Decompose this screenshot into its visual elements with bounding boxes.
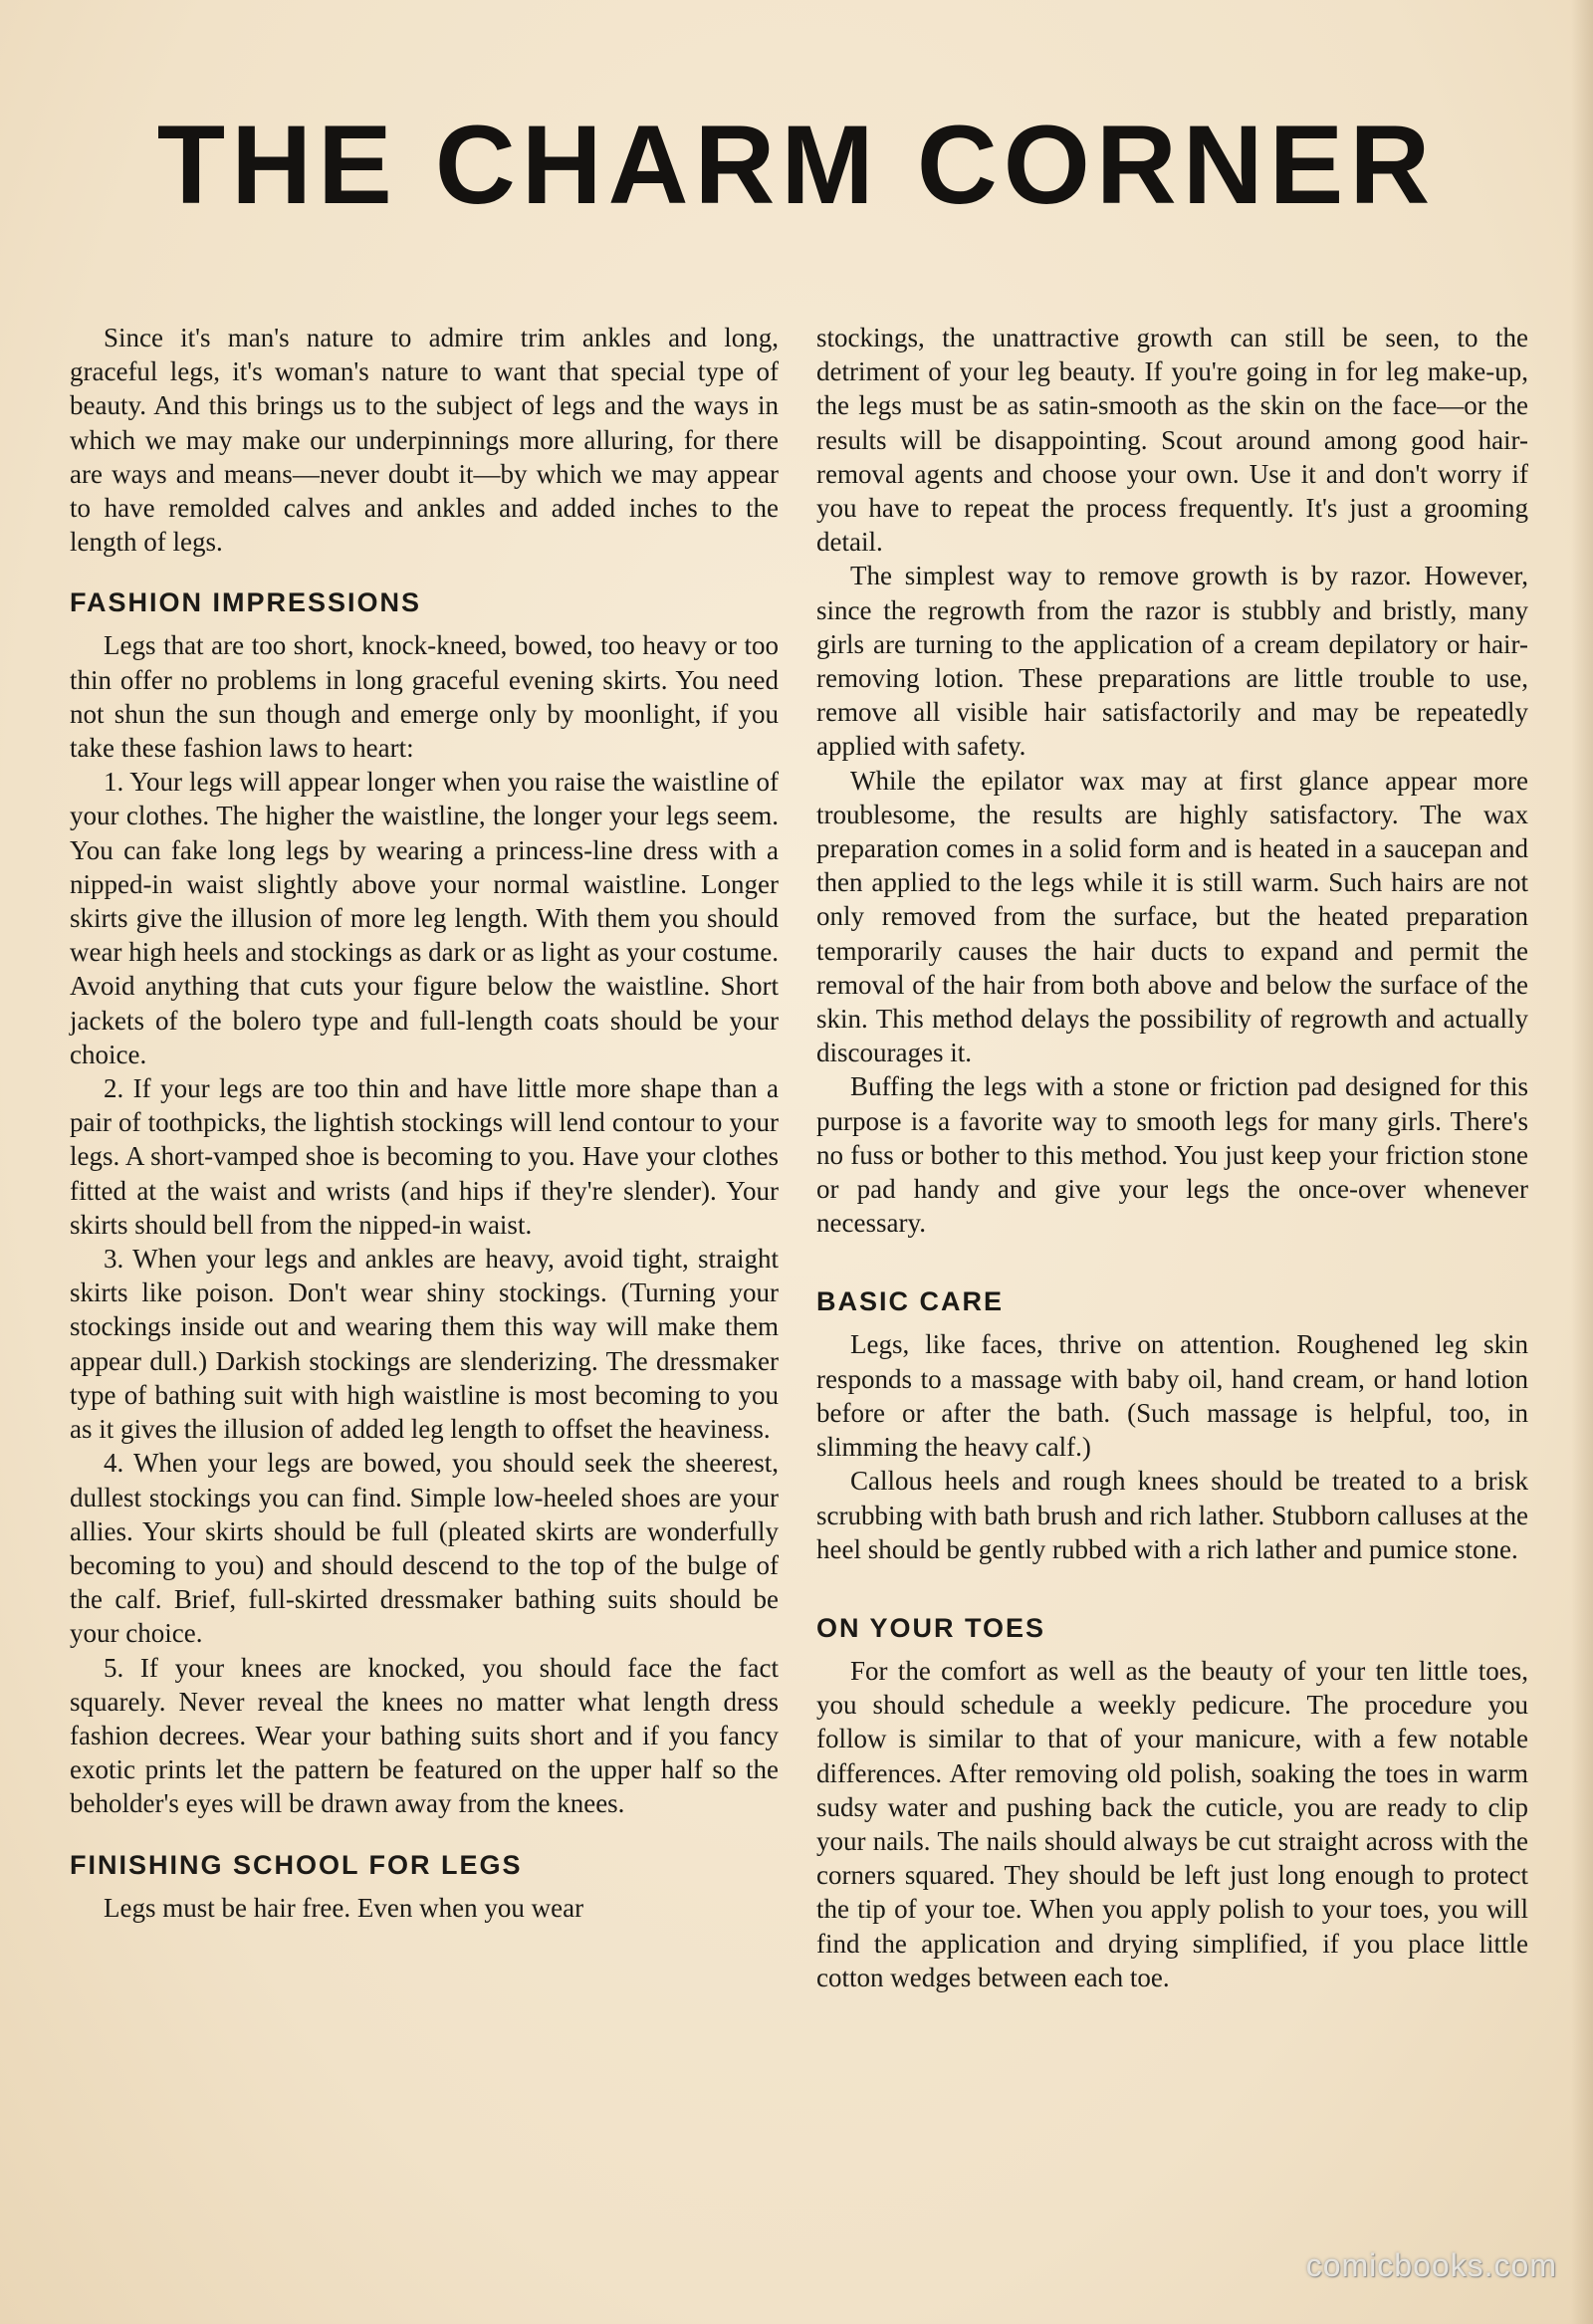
finishing-paragraph-buffing: Buffing the legs with a stone or friction pad designed for this purpose is a favorite way to smooth legs for many girls. There's no fuss or bother to this method. You just keep your friction stone or pad handy and give your legs the once-over whenever necessary. (816, 1071, 1528, 1239)
page-edge-shadow (1571, 0, 1593, 2324)
watermark: comicbooks.com (1305, 2247, 1557, 2283)
fashion-tip-2: 2. If your legs are too thin and have little more shape than a pair of toothpicks, the lightish stockings will lend contour to your legs. A short-vamped shoe is becoming to you. Have your clothes fitted at the waist and wrists (and hips if they're slender). Your skirts should bell from the nipped-in waist. (70, 1073, 779, 1240)
page-title: THE CHARM CORNER (156, 103, 1437, 227)
basic-care-heading: BASIC CARE (816, 1286, 1005, 1317)
fashion-tip-1: 1. Your legs will appear longer when you raise the waistline of your clothes. The higher the waistline, the longer your legs seem. You can fake long legs by wearing a princess-line dress with a nipped-in waist slightly above your normal waistline. Longer skirts give the illusion of more leg length. With them you should wear high heels and stockings as dark or as light as your costume. Avoid anything that cuts your figure below the waistline. Short jackets of the bolero type and full-length coats should be your choice. (70, 767, 779, 1069)
toes-paragraph: For the comfort as well as the beauty of your ten little toes, you should schedule a weekly pedicure. The procedure you follow is similar to that of your manicure, with a few notable differences. After removing old polish, soaking the toes in warm sudsy water and pushing back the cuticle, you are ready to clip your nails. The nails should always be cut straight across with the corners squared. They should be left just long enough to protect the tip of your toe. When you apply polish to your toes, you will find the application and drying simplified, if you place little cotton wedges between each toe. (816, 1655, 1528, 1992)
finishing-paragraph-continuation: stockings, the unattractive growth can still be seen, to the detriment of your leg beauty. If you're going in for leg make-up, the legs must be as satin-smooth as the skin on the face—or the results will be disappointing. Scout around among good hair-removal agents and choose your own. Use it and don't worry if you have to repeat the process frequently. It's just a grooming detail. (816, 323, 1528, 558)
fashion-tip-5: 5. If your knees are knocked, you should face the fact squarely. Never reveal the knees no matter what length dress fashion decrees. Wear your bathing suits short and if you fancy exotic prints let the pattern be featured on the upper half so the beholder's eyes will be drawn away from the knees. (70, 1652, 779, 1819)
basic-care-paragraph-2: Callous heels and rough knees should be treated to a brisk scrubbing with bath brush and rich lather. Stubborn calluses at the heel should be gently rubbed with a rich lather and pumice stone. (816, 1466, 1528, 1564)
on-your-toes-heading: ON YOUR TOES (816, 1612, 1046, 1643)
fashion-tip-3: 3. When your legs and ankles are heavy, avoid tight, straight skirts like poison. Don't wear shiny stockings. (Turning your stockings inside out and wearing them this way will make them appear dull.) Darkish stockings are slenderizing. The dressmaker type of bathing suit with high waistline is most becoming to you as it gives the illusion of added leg length to offset the heaviness. (70, 1244, 779, 1445)
left-column (70, 321, 779, 1925)
finishing-paragraph-start: Legs must be hair free. Even when you wear (104, 1892, 584, 1923)
finishing-paragraph-wax: While the epilator wax may at first glance appear more troublesome, the results are highly satisfactory. The wax preparation comes in a solid form and is heated in a saucepan and then applied to the legs while it is still warm. Such hairs are not only removed from the surface, but the heated preparation temporarily causes the hair ducts to expand and permit the removal of the hair from both above and below the surface of the skin. This method delays the possibility of regrowth and actually discourages it. (816, 765, 1528, 1068)
fashion-paragraph: Legs that are too short, knock-kneed, bowed, too heavy or too thin offer no problems in long graceful evening skirts. You need not shun the sun though and emerge only by moonlight, if you take these fashion laws to heart: (70, 630, 779, 764)
finishing-school-heading: FINISHING SCHOOL FOR LEGS (70, 1849, 523, 1880)
finishing-paragraph-razor: The simplest way to remove growth is by razor. However, since the regrowth from the razor is stubbly and bristly, many girls are turning to the application of a cream depilatory or hair-removing lotion. These preparations are little trouble to use, remove all visible hair satisfactorily and may be repeatedly applied with safety. (816, 561, 1528, 762)
intro-paragraph: Since it's man's nature to admire trim ankles and long, graceful legs, it's woman's nature to want that special type of beauty. And this brings us to the subject of legs and the ways in which we may make our underpinnings more alluring, for there are ways and means—never doubt it—by which we may appear to have remolded calves and ankles and added inches to the length of legs. (70, 323, 779, 558)
basic-care-paragraph-1: Legs, like faces, thrive on attention. Roughened leg skin responds to a massage with baby oil, hand cream, or hand lotion before or after the bath. (Such massage is helpful, too, in slimming the heavy calf.) (816, 1329, 1528, 1463)
fashion-impressions-heading: FASHION IMPRESSIONS (70, 587, 422, 618)
right-column (816, 321, 1528, 1994)
fashion-tip-4: 4. When your legs are bowed, you should seek the sheerest, dullest stockings you can find. Simple low-heeled shoes are your allies. Your skirts should be full (pleated skirts are wonderfully becoming to you) and should descend to the top of the bulge of the calf. Brief, full-skirted dressmaker bathing suits should be your choice. (70, 1448, 779, 1649)
